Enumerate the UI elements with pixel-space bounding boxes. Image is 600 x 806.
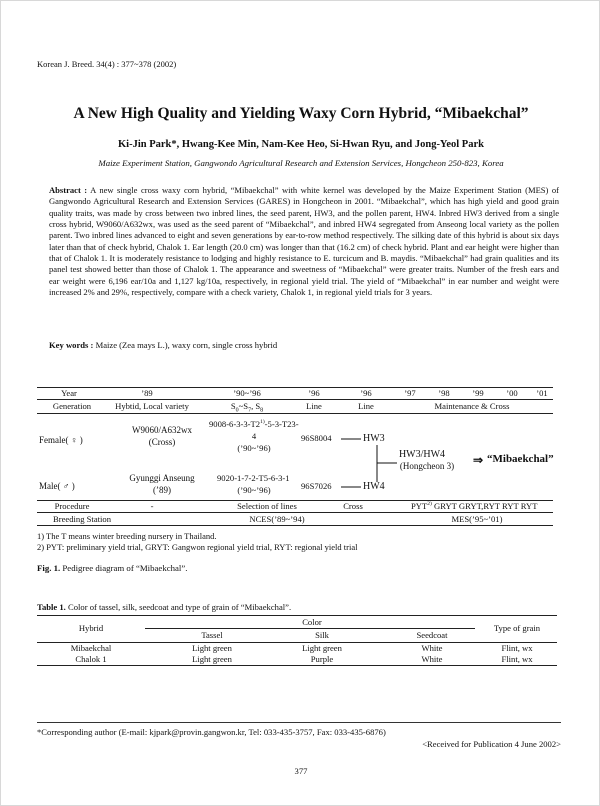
- generation-line-b: Line: [358, 401, 374, 411]
- female-line-code: 96S8004: [301, 433, 332, 443]
- corresponding-author: *Corresponding author (E-mail: kjpark@provin.gangwon.kr, Tel: 033-435-3757, Fax: 033-435-6876): [37, 727, 386, 737]
- table-bottom-rule: [37, 665, 557, 666]
- table-caption-text: Color of tassel, silk, seedcoat and type of grain of “Mibaekchal”.: [65, 602, 292, 612]
- male-label: Male( ♂ ): [39, 481, 75, 491]
- figure-notes: [37, 531, 357, 553]
- table-header-silk: Silk: [315, 630, 329, 640]
- female-inbred-hw3: HW3: [363, 433, 385, 444]
- procedure-trials: PYT$^{2)}$ GRYT GRYT,RYT RYT RYT: [411, 501, 538, 511]
- page-number: 377: [294, 766, 308, 776]
- keywords: [49, 340, 559, 350]
- received-date: <Received for Publication 4 June 2002>: [422, 739, 561, 749]
- year-96-a: ’96: [308, 388, 320, 398]
- year-99: ’99: [472, 388, 484, 398]
- journal-reference: Korean J. Breed. 34(4) : 377~378 (2002): [37, 59, 177, 69]
- table-cell-tassel: Light green: [192, 654, 232, 664]
- table-cell-hybrid: Mibaekchal: [70, 643, 112, 653]
- procedure-cross: Cross: [343, 501, 363, 511]
- hybrid-name: “Mibaekchal”: [487, 453, 554, 465]
- male-pedigree: 9020-1-7-2-T5-6-3-1: [217, 473, 290, 483]
- station-mes: MES(’95~’01): [451, 514, 503, 524]
- generation-maintenance-cross: Maintenance & Cross: [434, 401, 510, 411]
- table-header-tassel: Tassel: [201, 630, 223, 640]
- figure-note-2: 2) PYT: preliminary yield trial, GRYT: Gangwon regional yield trial, RYT: regional yield trial: [37, 542, 358, 552]
- abstract-text: A new single cross waxy corn hybrid, “Mibaekchal” with white kernel was developed by the Maize Experiment Station (MES) of Gangwondo Agricultural Research and Extension Services (GARES) in Hongcheon in 2001. “Mibaekchal”, which has high yield and good grain quality traits, was made by cross between two inbred lines, the seed parent, HW3, and the pollen parent, HW4. Inbred HW3 derived from a single cross hybrid, W9060/A632wx, was used as the seed parent of “Mibaekchal”, and inbred HW4 segregated from Anseong local variety as the pollen parent. Two inbred lines advanced to eight and seven generations by ear-to-row method respectively. The silking date of this hybrid is about six days later than that of check hybrid, Chalok 1. Ear length (20.0 cm) was longer than that (16.2 cm) of check hybrid. Plant and ear height were higher than that of Chalok 1. It is moderately resistance to lodging and highly resistance to E. turcicum and B. maydis. “Mibaekchal” had grain qualities and its panel test showed better than those of Chalok 1. The appearance and sweetness of “Mibaekchal” were greater traits. Number of the fresh ears and ear weight were 6,196 ear/10a and 1,127 kg/10a, respectively, in regional yield trial. The yield of “Mibaekchal” in ear number and weight were increased 2% and 29%, respectively, compare with a check variety, Chalok 1, in regional yield trials for 3 years.: [49, 185, 560, 298]
- table-cell-seedcoat: White: [421, 643, 443, 653]
- figure-caption-text: Pedigree diagram of “Mibaekchal”.: [60, 563, 188, 573]
- keywords-label: Key words :: [49, 340, 94, 350]
- table-header-hybrid: Hybrid: [78, 623, 104, 633]
- year-97: ’97: [404, 388, 416, 398]
- table-cell-hybrid: Chalok 1: [75, 654, 107, 664]
- table-header-seedcoat: Seedcoat: [416, 630, 448, 640]
- figure-caption: [37, 563, 187, 573]
- female-source-cross: W9060/A632wx: [132, 425, 192, 435]
- generation-header: Generation: [52, 401, 92, 411]
- table-cell-type: Flint, wx: [501, 643, 533, 653]
- procedure-header: Procedure: [54, 501, 90, 511]
- table-color-rule: [145, 628, 475, 629]
- author-list: Ki-Jin Park*, Hwang-Kee Min, Nam-Kee Heo, Si-Hwan Ryu, and Jong-Yeol Park: [118, 139, 484, 150]
- generation-line-a: Line: [306, 401, 322, 411]
- year-90-96: ’90~’96: [233, 388, 261, 398]
- table-cell-type: Flint, wx: [501, 654, 533, 664]
- table-cell-seedcoat: White: [421, 654, 443, 664]
- male-pedigree-years: (’90~’96): [237, 485, 271, 495]
- table-caption-label: Table 1.: [37, 602, 66, 612]
- year-01: ’01: [536, 388, 548, 398]
- table-caption: [37, 602, 291, 612]
- table-cell-silk: Purple: [310, 654, 334, 664]
- figure-note-1: 1) The T means winter breeding nursery in Thailand.: [37, 531, 217, 541]
- female-source-note: (Cross): [148, 437, 176, 447]
- paper-title: A New High Quality and Yielding Waxy Corn Hybrid, “Mibaekchal”: [73, 105, 529, 122]
- footnote-rule: [37, 722, 561, 723]
- female-pedigree-line1: 9008-6-3-3-T2$^{1)}$-5-3-T23-: [209, 419, 299, 429]
- affiliation: Maize Experiment Station, Gangwondo Agricultural Research and Extension Services, Hongcheon 250-823, Korea: [98, 158, 504, 168]
- male-source-year: (’89): [153, 485, 171, 495]
- cross-name: HW3/HW4: [398, 449, 446, 460]
- year-00: ’00: [506, 388, 518, 398]
- female-pedigree-years: (’90~’96): [237, 443, 271, 453]
- male-inbred-hw4: HW4: [363, 481, 385, 492]
- pedigree-diagram: [37, 387, 553, 527]
- year-89: ’89: [141, 388, 153, 398]
- table-cell-tassel: Light green: [192, 643, 232, 653]
- year-96-b: ’96: [360, 388, 372, 398]
- table-top-rule: [37, 615, 557, 616]
- procedure-selection: Selection of lines: [237, 501, 297, 511]
- abstract-label: Abstract :: [49, 185, 88, 195]
- result-arrow: ⇒: [473, 453, 484, 467]
- figure-caption-label: Fig. 1.: [37, 563, 61, 573]
- abstract: [49, 185, 559, 298]
- male-source: Gyunggi Anseung: [129, 473, 195, 483]
- year-header: Year: [61, 388, 77, 398]
- male-line-code: 96S7026: [301, 481, 332, 491]
- year-98: ’98: [438, 388, 450, 398]
- table-1: [37, 615, 557, 675]
- table-cell-silk: Light green: [302, 643, 342, 653]
- table-header-type: Type of grain: [493, 623, 541, 633]
- procedure-dash: -: [150, 501, 154, 511]
- female-pedigree-line2: 4: [251, 431, 257, 441]
- cross-place: (Hongcheon 3): [399, 461, 455, 471]
- keywords-text: Maize (Zea mays L.), waxy corn, single cross hybrid: [95, 340, 278, 350]
- station-header: Breeding Station: [53, 514, 111, 524]
- table-header-color: Color: [302, 617, 322, 627]
- station-nces: NCES(’89~’94): [249, 514, 305, 524]
- female-label: Female( ♀ ): [39, 435, 83, 445]
- generation-hybrid-local: Hybtid, Local variety: [115, 401, 189, 411]
- generation-s0-s8: $S_0\sim S_7$, $S_8$: [230, 401, 264, 414]
